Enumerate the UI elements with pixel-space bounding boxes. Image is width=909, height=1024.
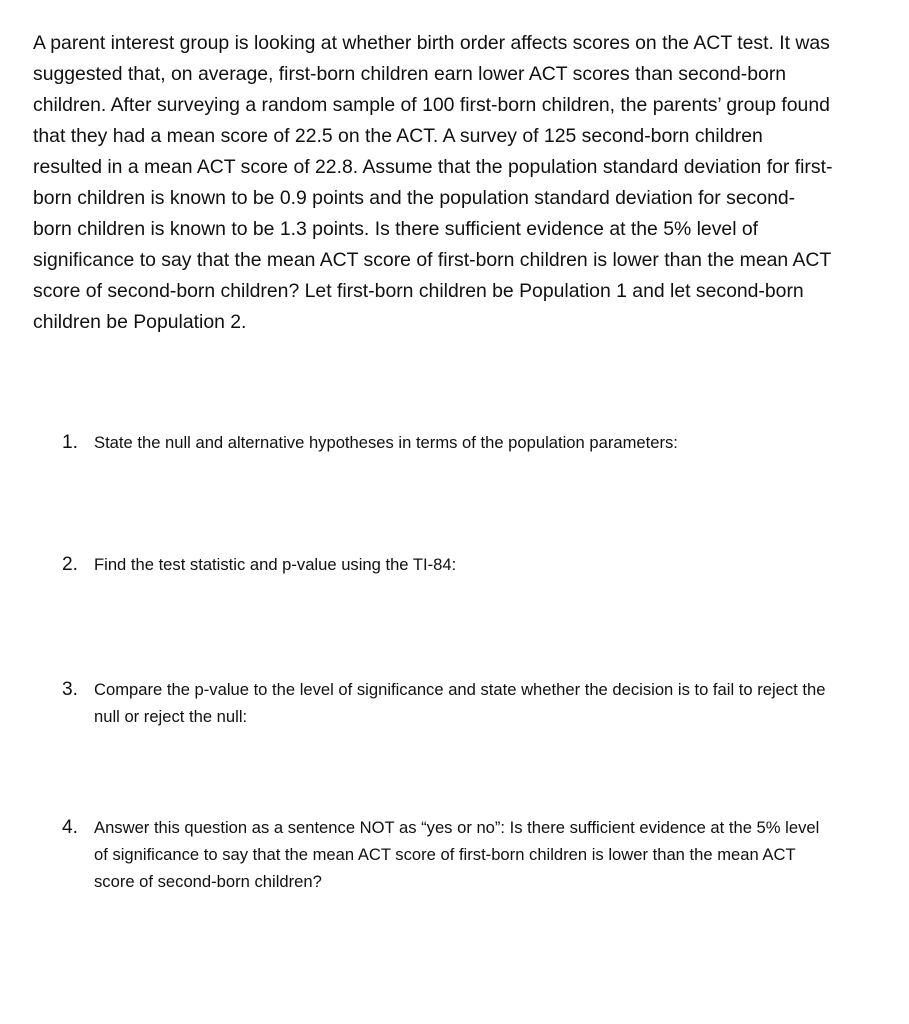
problem-statement: A parent interest group is looking at whether birth order affects scores on the ACT test. It was suggested that, on average, first-born children earn lower ACT scores than second-born children. After surveying a random sample of 100 first-born children, the parents’ group found that they had a mean score of 22.5 on the ACT. A survey of 125 second-born children resulted in a mean ACT score of 22.8. Assume that the population standard deviation for first-born children is known to be 0.9 points and the population standard deviation for second-born children is known to be 1.3 points. Is there sufficient evidence at the 5% level of significance to say that the mean ACT score of first-born children is lower than the mean ACT score of second-born children? Let first-born children be Population 1 and let second-born children be Population 2. [33, 32, 833, 333]
question-number: 1. [62, 432, 79, 453]
question-item-4 [62, 814, 832, 895]
question-item-3 [62, 676, 832, 730]
question-text: Answer this question as a sentence NOT as “yes or no”: Is there sufficient evidence at the 5% level of significance to say that the mean ACT score of first-born children is lower than the mean ACT score of second-born children? [94, 818, 820, 891]
question-item-1 [62, 429, 832, 456]
question-item-2 [62, 551, 832, 578]
question-text: Find the test statistic and p-value using the TI-84: [94, 555, 457, 574]
question-text: Compare the p-value to the level of significance and state whether the decision is to fail to reject the null or reject the null: [94, 680, 826, 726]
question-number: 2. [62, 554, 79, 575]
question-number: 4. [62, 817, 79, 838]
question-text: State the null and alternative hypotheses in terms of the population parameters: [94, 433, 678, 452]
question-number: 3. [62, 679, 79, 700]
